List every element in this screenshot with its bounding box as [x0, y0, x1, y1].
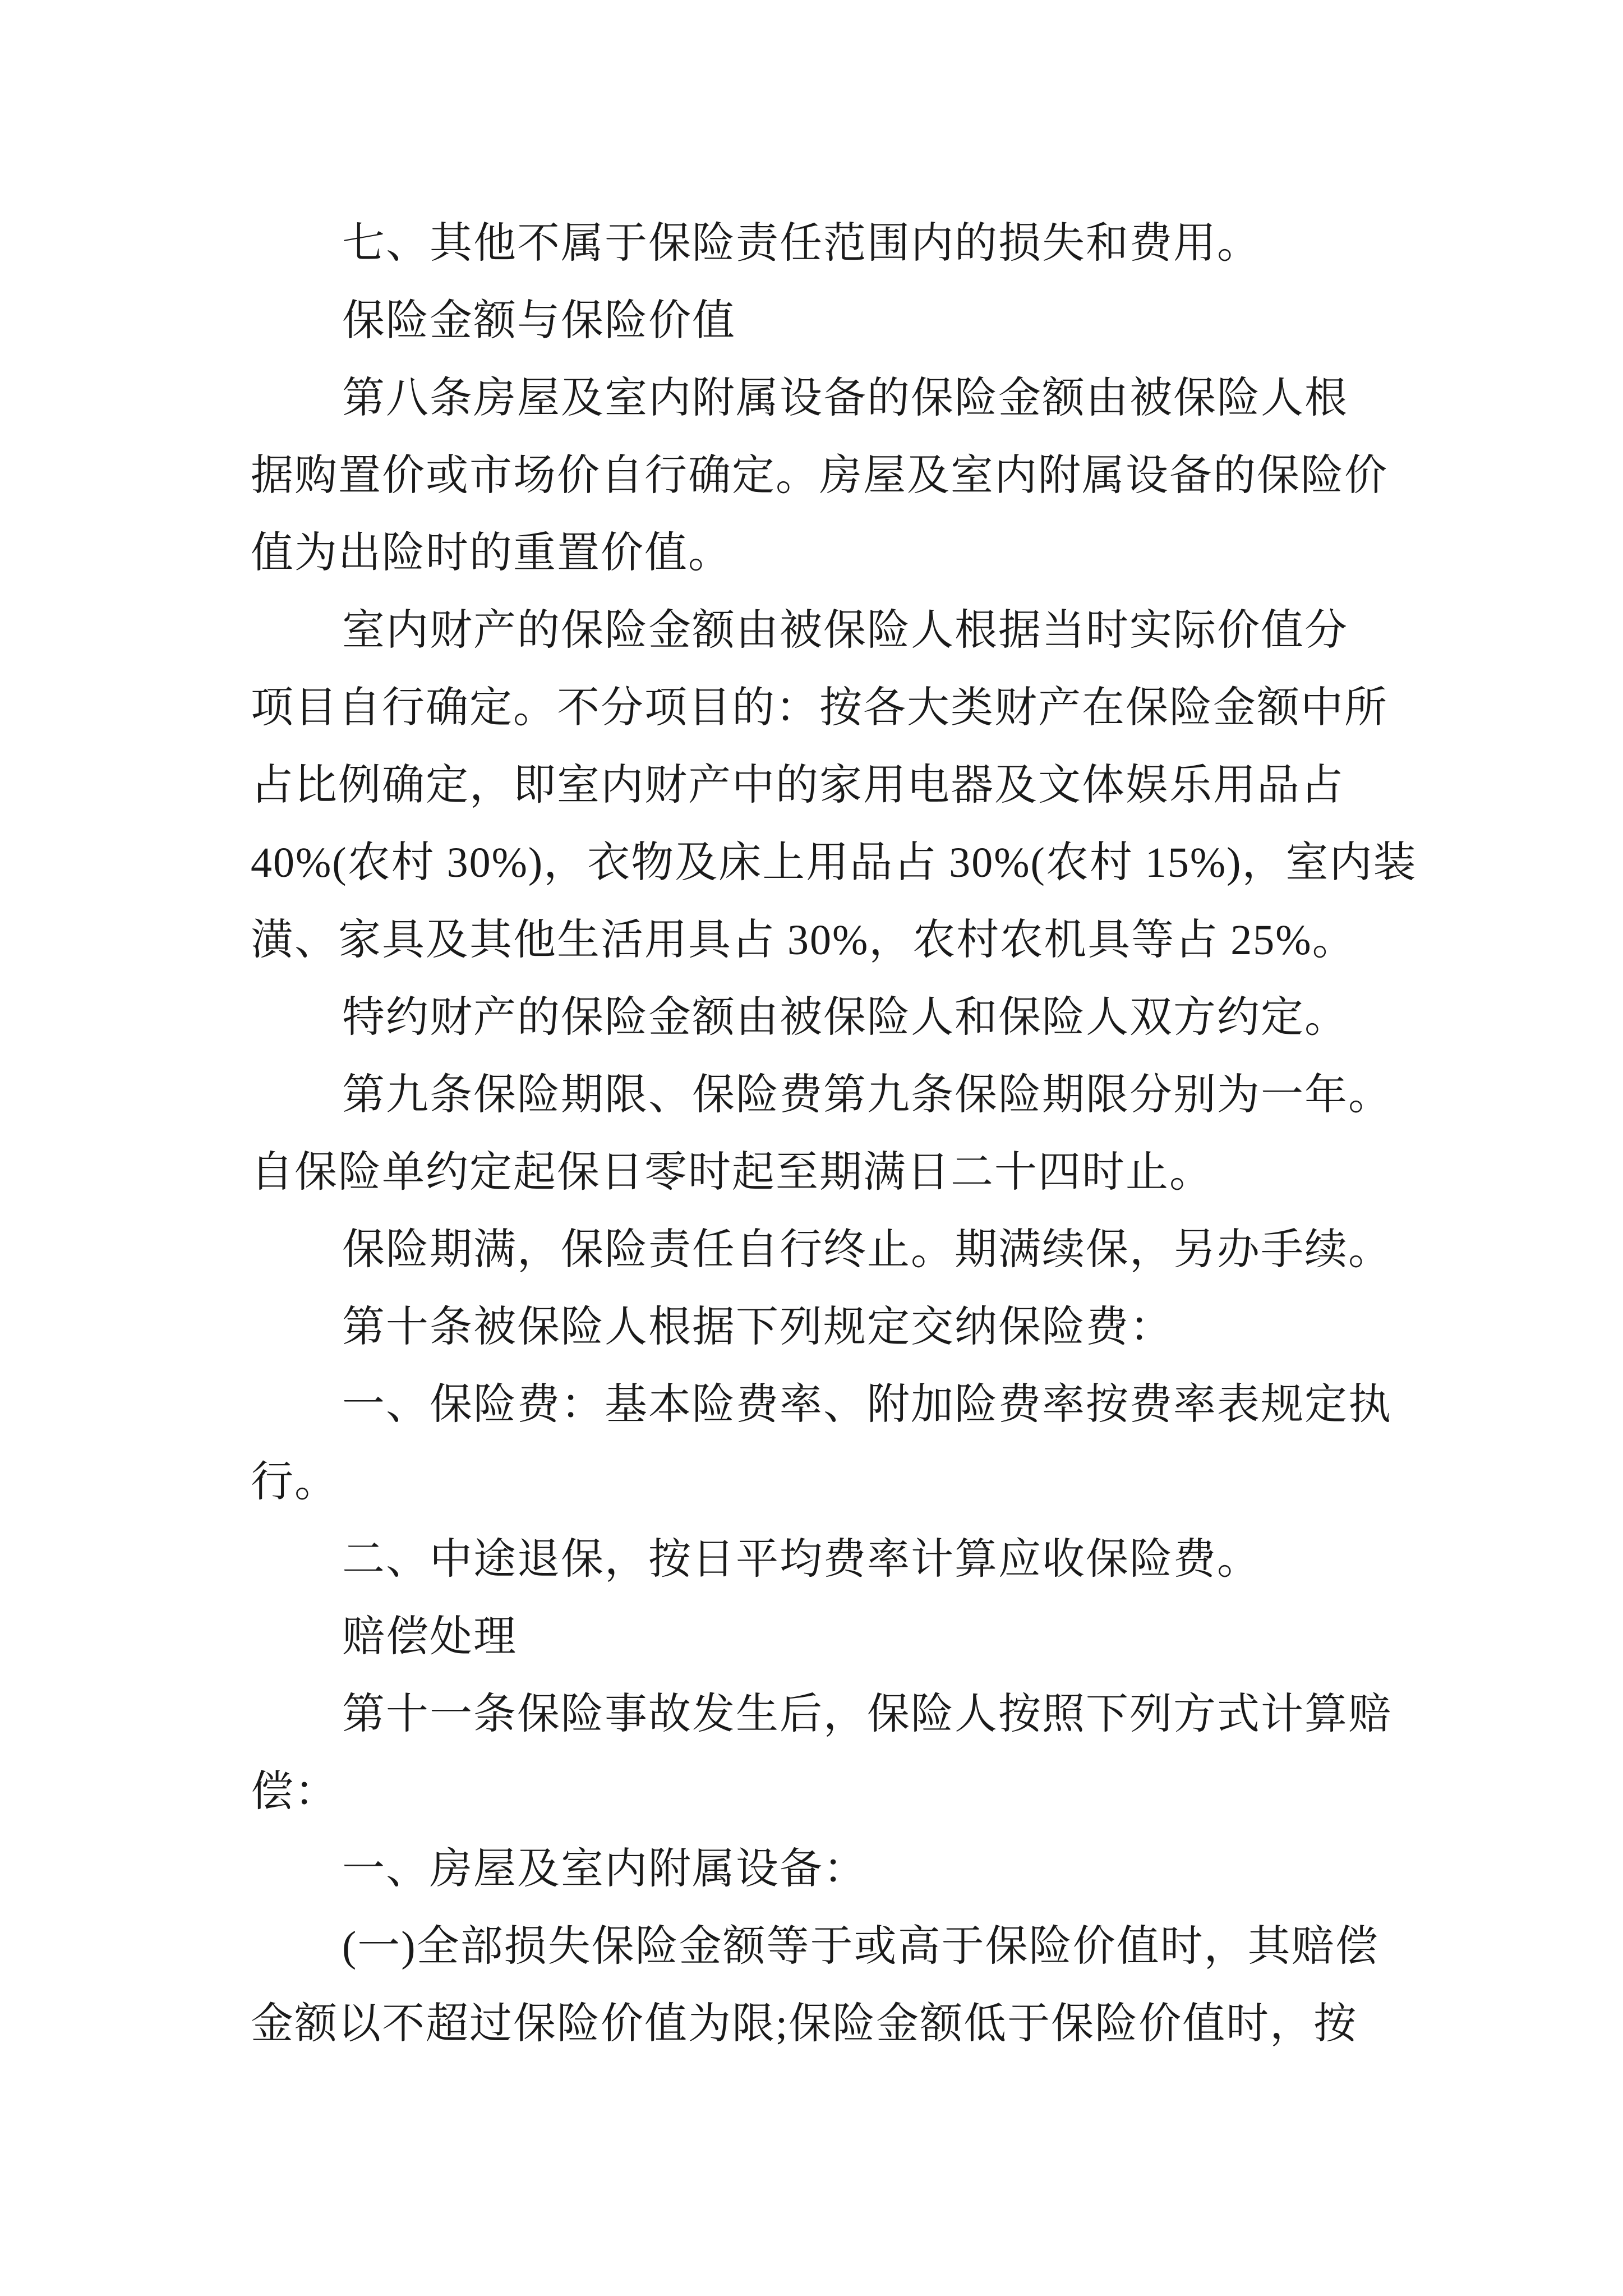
- text-line: 项目自行确定。不分项目的：按各大类财产在保险金额中所: [251, 684, 1388, 731]
- text-line: 行。: [251, 1458, 338, 1506]
- text-line: 占比例确定，即室内财产中的家用电器及文体娱乐用品占: [251, 762, 1344, 809]
- text-line: 值为出险时的重置价值。: [251, 530, 732, 577]
- text-line: 第九条保险期限、保险费第九条保险期限分别为一年。: [342, 1071, 1392, 1119]
- text-line: 一、保险费：基本险费率、附加险费率按费率表规定执: [342, 1381, 1392, 1428]
- text-line: 潢、家具及其他生活用具占 30%，农村农机具等占 25%。: [251, 917, 1356, 964]
- text-line: 第十条被保险人根据下列规定交纳保险费：: [342, 1304, 1173, 1351]
- text-line: 保险期满，保险责任自行终止。期满续保，另办手续。: [342, 1226, 1392, 1273]
- text-line: 特约财产的保险金额由被保险人和保险人双方约定。: [342, 994, 1348, 1041]
- text-line: 自保险单约定起保日零时起至期满日二十四时止。: [251, 1149, 1213, 1196]
- text-line: 金额以不超过保险价值为限;保险金额低于保险价值时，按: [251, 2000, 1358, 2047]
- text-line: 第八条房屋及室内附属设备的保险金额由被保险人根: [342, 375, 1348, 422]
- text-line: 偿：: [251, 1768, 338, 1815]
- text-line: 室内财产的保险金额由被保险人根据当时实际价值分: [342, 607, 1348, 654]
- text-line: 二、中途退保，按日平均费率计算应收保险费。: [342, 1536, 1261, 1583]
- section-heading: 保险金额与保险价值: [342, 297, 736, 344]
- text-line: (一)全部损失保险金额等于或高于保险价值时，其赔偿: [342, 1923, 1379, 1970]
- text-line: 40%(农村 30%)，衣物及床上用品占 30%(农村 15%)，室内装: [251, 839, 1417, 886]
- text-line: 七、其他不属于保险责任范围内的损失和费用。: [342, 220, 1261, 267]
- text-line: 第十一条保险事故发生后，保险人按照下列方式计算赔: [342, 1691, 1392, 1738]
- text-line: 一、房屋及室内附属设备：: [342, 1846, 867, 1893]
- document-body: [251, 205, 1417, 2063]
- section-heading: 赔偿处理: [342, 1613, 517, 1660]
- text-line: 据购置价或市场价自行确定。房屋及室内附属设备的保险价: [251, 452, 1388, 499]
